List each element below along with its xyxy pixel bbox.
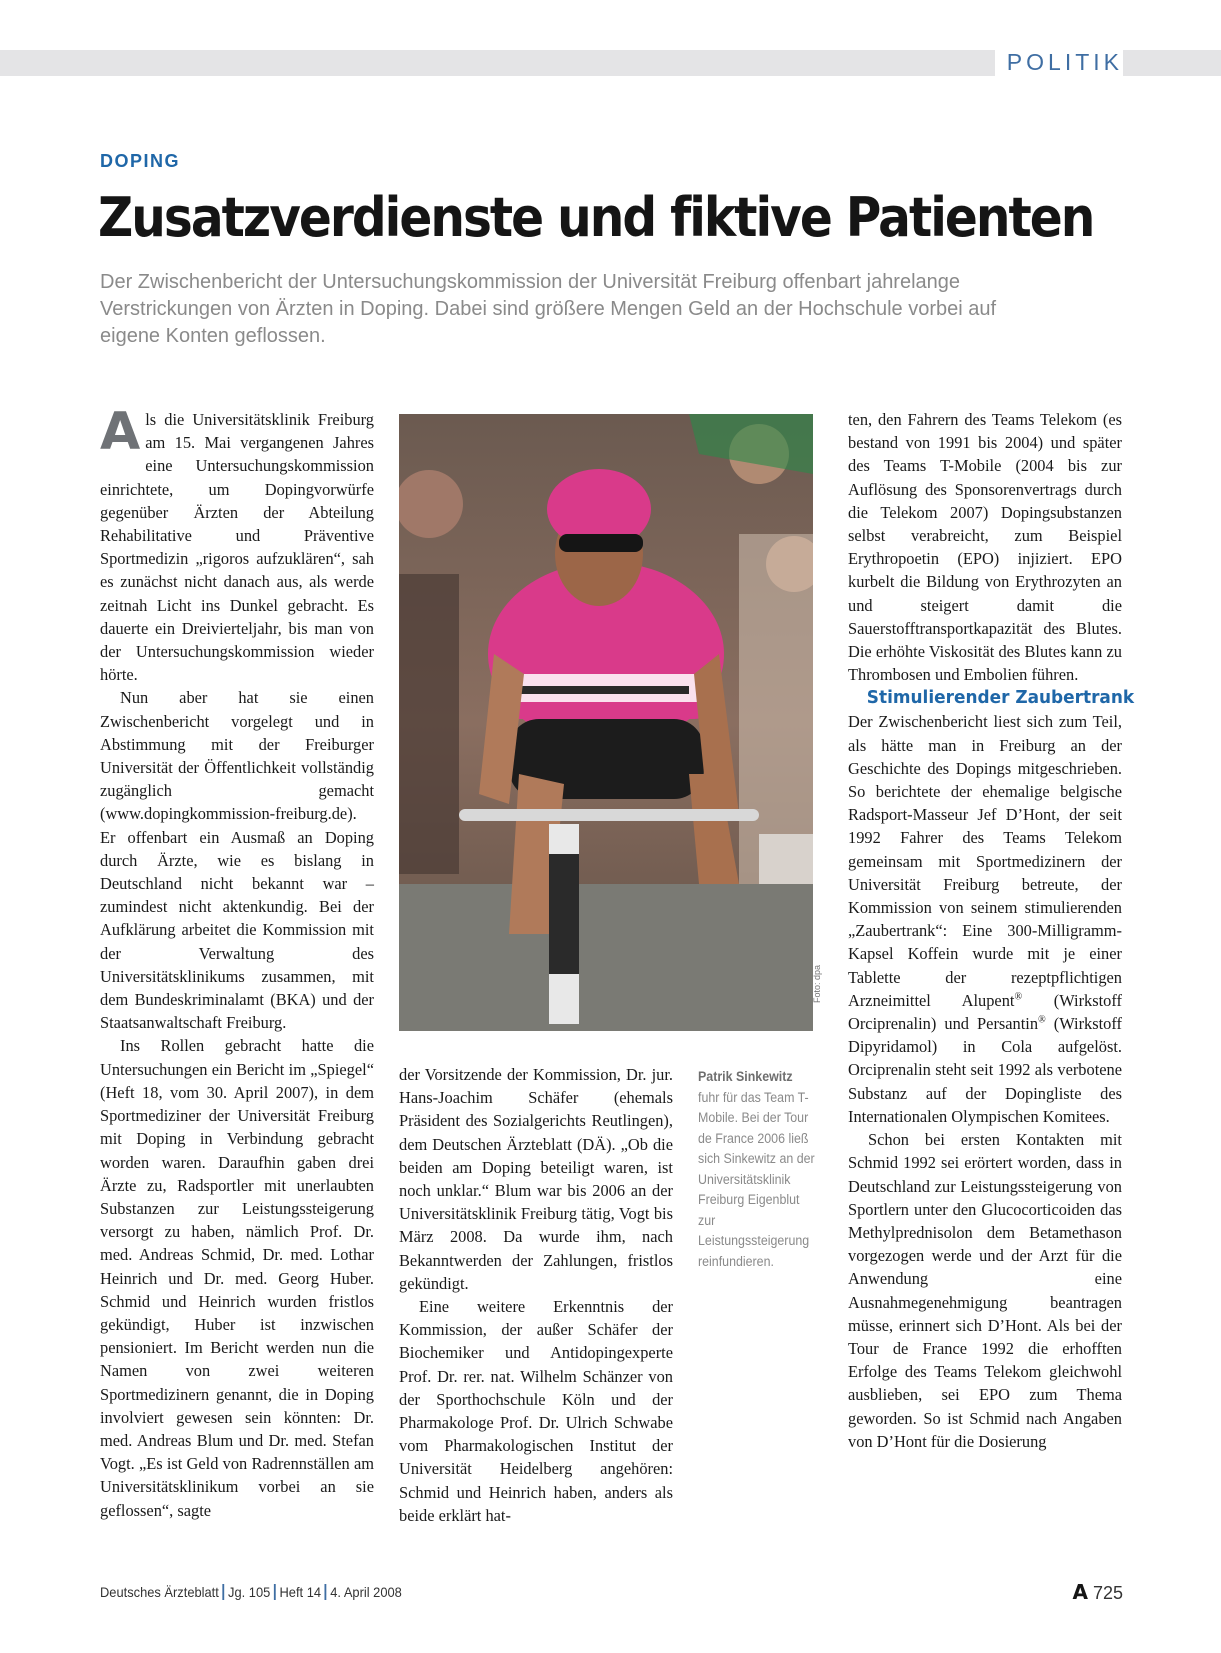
body-paragraph: Eine weitere Erkenntnis der Kommission, der außer Schäfer der Biochemiker und Antidopingexperte Prof. Dr. rer. nat. Wilhelm Schänzer von der Sporthochschule Köln und der Pharmakologe Prof. Dr. Ulrich Schwabe vom Pharmakologischen Institut der Universität Heidelberg angehören: Schmid und Heinrich haben, anders als beide erklärt hat-	[399, 1297, 673, 1525]
volume: Jg. 105	[228, 1584, 271, 1600]
issue: Heft 14	[279, 1584, 322, 1600]
separator	[274, 1584, 276, 1600]
paragraph-text: (Wirkstoff Orciprenalin) und Persantin	[848, 990, 1122, 1034]
registered-mark: ®	[1038, 1014, 1046, 1026]
kicker: DOPING	[100, 151, 181, 171]
caption-name: Patrik Sinkewitz	[698, 1069, 793, 1084]
headline: Zusatzverdienste und fiktive Patienten	[98, 186, 1094, 249]
body-paragraph: Schon bei ersten Kontakten mit Schmid 1992 sei erörtert worden, dass in Deutschland zur Leistungssteigerung von Sportlern unter den Glucocorticoiden das Methylprednisolon dem Betamethason vorgezogen werde und der Arzt für die Anwendung eine Ausnahmegenehmigung beantragen müsse, erinnert sich D’Hont. Als bei der Tour de France 1992 die erhofften Erfolge des Teams Telekom gleichwohl ausblieben, sei EPO zum Thema geworden. So ist Schmid nach Angaben von D’Hont für die Dosierung	[848, 1130, 1122, 1451]
issue-date: 4. April 2008	[330, 1584, 402, 1600]
section-label: POLITIK	[995, 47, 1123, 77]
photo-caption	[698, 1067, 818, 1272]
footer-citation	[100, 1584, 402, 1600]
subheading: Stimulierender Zaubertrank	[866, 687, 1135, 709]
cyclist-illustration	[399, 414, 813, 1031]
separator	[325, 1584, 327, 1600]
column-1	[100, 402, 374, 1522]
body-paragraph: Ins Rollen gebracht hatte die Untersuchungen ein Bericht im „Spiegel“ (Heft 18, vom 30. April 2007), in dem Sportmediziner der Universität Freiburg mit Doping in Verbindung gebracht worden waren. Daraufhin gaben drei Ärzte zu, Radsportler mit unerlaubten Substanzen zur Leistungssteigerung versorgt zu haben, nämlich Prof. Dr. med. Andreas Schmid, Dr. med. Lothar Heinrich und Dr. med. Georg Huber. Schmid und Heinrich wurden fristlos gekündigt, Huber ist inzwischen pensioniert. Im Bericht werden nun die Namen von zwei weiteren Sportmedizinern genannt, die in Doping involviert gewesen sein könnten: Dr. med. Andreas Blum und Dr. med. Stefan Vogt. „Es ist Geld von Radrennställen am Universitätsklinikum vorbei an sie geflossen“, sagte	[100, 1036, 374, 1520]
column-3	[848, 408, 1135, 1453]
column-2	[399, 1063, 673, 1527]
caption-text: fuhr für das Team T-Mobile. Bei der Tour de France 2006 ließ sich Sinkewitz an der Universitätsklinik Freiburg Eigenblut zur Leistungssteigerung reinfundieren.	[698, 1089, 815, 1269]
body-paragraph: der Vorsitzende der Kommission, Dr. jur. Hans-Joachim Schäfer (ehemals Präsident des Sozialgerichts Reutlingen), dem Deutschen Ärzteblatt (DÄ). „Ob die beiden am Doping beteiligt waren, ist noch unklar.“ Blum war bis 2006 an der Universitätsklinik Freiburg tätig, Vogt bis März 2008. Da wurde ihm, nach Bekanntwerden der Zahlungen, fristlos gekündigt.	[399, 1065, 673, 1293]
photo-credit: Foto: dpa	[812, 964, 822, 1003]
registered-mark: ®	[1014, 991, 1023, 1003]
page-number-value: 725	[1092, 1583, 1123, 1603]
body-paragraph: Nun aber hat sie einen Zwischenbericht vorgelegt und in Abstimmung mit der Freiburger Universität der Öffentlichkeit vollständig zugänglich gemacht (www.dopingkommission-freiburg.de). Er offenbart ein Ausmaß an Doping durch Ärzte, wie es bislang in Deutschland nicht bekannt war – zumindest nicht aktenkundig. Bei der Aufklärung arbeitet die Kommission mit der Verwaltung des Universitätsklinikums zusammen, mit dem Bundeskriminalamt (BKA) und der Staatsanwaltschaft Freiburg.	[100, 688, 374, 1033]
body-paragraph: ten, den Fahrern des Teams Telekom (es bestand von 1991 bis 2004) und später des Teams T-Mobile (2004 bis zur Auflösung des Sponsorenvertrags durch die Telekom 2007) Dopingsubstanzen selbst verabreicht, zum Beispiel Erythropoetin (EPO) injiziert. EPO kurbelt die Bildung von Erythrozyten an und steigert damit die Sauerstofftransportkapazität des Blutes. Die erhöhte Viskosität des Blutes kann zu Thrombosen und Embolien führen.	[848, 410, 1122, 685]
page-prefix: A	[1072, 1580, 1088, 1604]
journal-name: Deutsches Ärzteblatt	[100, 1584, 219, 1600]
paragraph-text: ls die Universitätsklinik Freiburg am 15. Mai vergangenen Jahres eine Untersuchungskommission einrichtete, um Dopingvorwürfe gegenüber Ärzten der Abteilung Rehabilitative und Präventive Sportmedizin „rigoros aufzuklären“, sah es zunächst nicht danach aus, als werde zeitnah Licht ins Dunkel gebracht. Es dauerte ein Dreivierteljahr, bis man von der Untersuchungskommission wieder hörte.	[100, 410, 374, 685]
separator	[223, 1584, 225, 1600]
drop-cap: A	[100, 402, 141, 462]
page-number	[1072, 1580, 1123, 1604]
paragraph-text: Der Zwischenbericht liest sich zum Teil, als hätte man in Freiburg an der Geschichte des Dopings mitgeschrieben. So berichtete der ehemalige belgische Radsport-Masseur Jef D’Hont, der seit 1992 Fahrer des Teams Telekom gemeinsam mit Sportmedizinern der Universität Freiburg betreute, der Kommission von seinem stimulierenden „Zaubertrank“: Eine 300-Milligramm-Kapsel Koffein wurde mit je einer Tablette der rezeptpflichtigen Arzneimittel Alupent	[848, 712, 1122, 1010]
paragraph-text: (Wirkstoff Dipyridamol) in Cola aufgelöst. Orciprenalin steht seit 1992 als verbotene Substanz auf der Dopingliste des Internationalen Olympischen Komitees.	[848, 1014, 1122, 1126]
cyclist-photo	[399, 414, 813, 1031]
body-paragraph	[848, 710, 1122, 1128]
body-paragraph	[100, 402, 374, 686]
lead-paragraph: Der Zwischenbericht der Untersuchungskommission der Universität Freiburg offenbart jahrelange Verstrickungen von Ärzten in Doping. Dabei sind größere Mengen Geld an der Hochschule vorbei auf eigene Konten geflossen.	[100, 271, 997, 347]
